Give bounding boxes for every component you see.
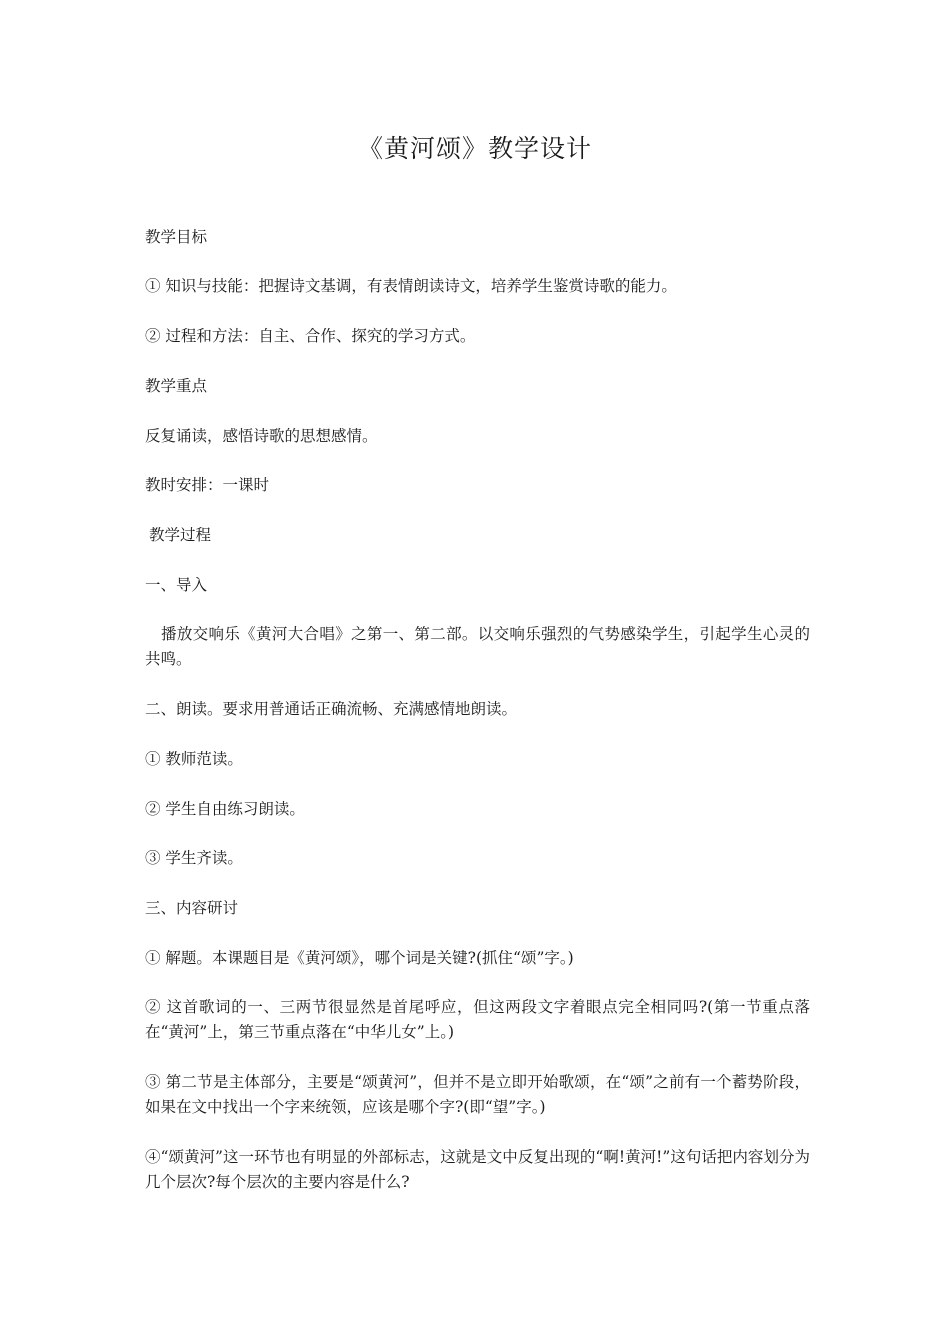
schedule-text: 教时安排：一课时 <box>145 476 270 494</box>
heading-teaching-process: 教学过程 <box>149 526 212 544</box>
goal-knowledge-skills: ① 知识与技能：把握诗文基调，有表情朗读诗文，培养学生鉴赏诗歌的能力。 <box>145 277 677 295</box>
intro-paragraph: 播放交响乐《黄河大合唱》之第一、第二部。以交响乐强烈的气势感染学生，引起学生心灵的共鸣。 <box>145 625 810 668</box>
focus-text: 反复诵读，感悟诗歌的思想感情。 <box>145 427 378 445</box>
goal-process-methods: ② 过程和方法：自主、合作、探究的学习方式。 <box>145 327 476 345</box>
reading-step-2: ② 学生自由练习朗读。 <box>145 800 305 818</box>
document-title: 《黄河颂》教学设计 <box>357 134 592 163</box>
reading-step-3: ③ 学生齐读。 <box>145 849 243 867</box>
content-question-2: ② 这首歌词的一、三两节很显然是首尾呼应，但这两段文字着眼点完全相同吗?(第一节重点落在“黄河”上，第三节重点落在“中华儿女”上。) <box>145 998 810 1041</box>
section-content-heading: 三、内容研讨 <box>145 899 239 917</box>
section-reading-heading: 二、朗读。要求用普通话正确流畅、充满感情地朗读。 <box>145 700 518 718</box>
content-question-3: ③ 第二节是主体部分，主要是“颂黄河”，但并不是立即开始歌颂，在“颂”之前有一个蓄势阶段，如果在文中找出一个字来统领，应该是哪个字?(即“望”字。) <box>145 1073 810 1116</box>
heading-teaching-goals: 教学目标 <box>145 228 208 246</box>
content-question-4: ④“颂黄河”这一环节也有明显的外部标志，这就是文中反复出现的“啊!黄河!”这句话把内容划分为几个层次?每个层次的主要内容是什么? <box>145 1148 810 1191</box>
reading-step-1: ① 教师范读。 <box>145 750 243 768</box>
section-intro-heading: 一、导入 <box>145 576 208 594</box>
heading-teaching-focus: 教学重点 <box>145 377 208 395</box>
content-question-1: ① 解题。本课题目是《黄河颂》，哪个词是关键?(抓住“颂”字。) <box>145 949 574 967</box>
